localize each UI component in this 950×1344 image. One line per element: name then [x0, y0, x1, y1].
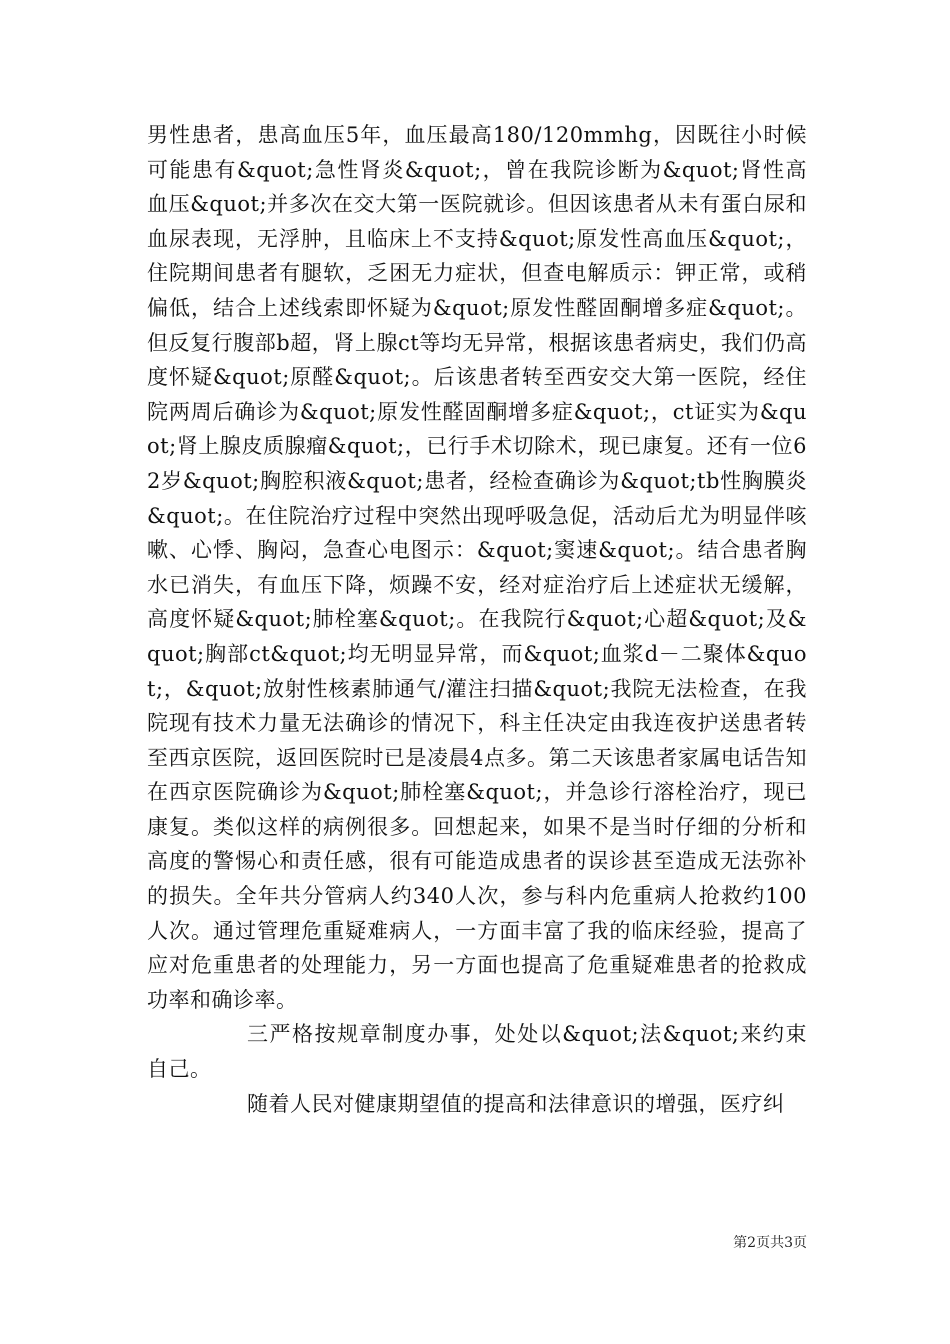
page-number-footer: 第2页共3页 [733, 1235, 807, 1251]
body-paragraph-case-report: 男性患者，患高血压5年，血压最高180/120mmhg，因既往小时候可能患有&quot;急性肾炎&quot;，曾在我院诊断为&quot;肾性高血压&quot;并多次在交大第一医院就诊。但因该患者从未有蛋白尿和血尿表现，无浮肿，且临床上不支持&quot;原发性高血压&quot;，住院期间患者有腿软，乏困无力症状，但查电解质示：钾正常，或稍偏低，结合上述线索即怀疑为&quot;原发性醛固酮增多症&quot;。但反复行腹部b超，肾上腺ct等均无异常，根据该患者病史，我们仍高度怀疑&quot;原醛&quot;。后该患者转至西安交大第一医院，经住院两周后确诊为&quot;原发性醛固酮增多症&quot;，ct证实为&quot;肾上腺皮质腺瘤&quot;，已行手术切除术，现已康复。还有一位62岁&quot;胸腔积液&quot;患者，经检查确诊为&quot;tb性胸膜炎&quot;。在住院治疗过程中突然出现呼吸急促，活动后尤为明显伴咳嗽、心悸、胸闷，急查心电图示：&quot;窦速&quot;。结合患者胸水已消失，有血压下降，烦躁不安，经对症治疗后上述症状无缓解，高度怀疑&quot;肺栓塞&quot;。在我院行&quot;心超&quot;及&quot;胸部ct&quot;均无明显异常，而&quot;血浆d－二聚体&quot;，&quot;放射性核素肺通气/灌注扫描&quot;我院无法检查，在我院现有技术力量无法确诊的情况下，科主任决定由我连夜护送患者转至西京医院，返回医院时已是凌晨4点多。第二天该患者家属电话告知在西京医院确诊为&quot;肺栓塞&quot;，并急诊行溶栓治疗，现已康复。类似这样的病例很多。回想起来，如果不是当时仔细的分析和高度的警惕心和责任感，很有可能造成患者的误诊甚至造成无法弥补的损失。全年共分管病人约340人次，参与科内危重病人抢救约100人次。通过管理危重疑难病人，一方面丰富了我的临床经验，提高了应对危重患者的处理能力，另一方面也提高了危重疑难患者的抢救成功率和确诊率。 [147, 123, 807, 1012]
document-body [147, 118, 807, 1121]
body-paragraph-continuation: 随着人民对健康期望值的提高和法律意识的增强，医疗纠 [247, 1091, 785, 1116]
body-paragraph-section-heading: 三严格按规章制度办事，处处以&quot;法&quot;来约束自己。 [147, 1022, 807, 1082]
